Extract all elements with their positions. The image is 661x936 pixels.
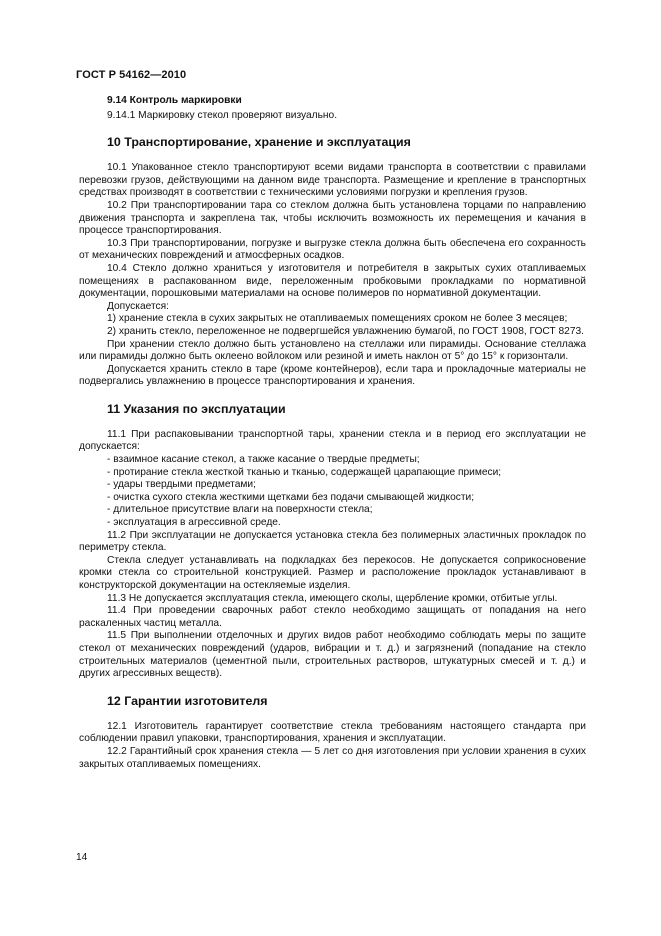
para-10-4: 10.4 Стекло должно храниться у изготовителя и потребителя в закрытых сухих отапливаемых помещениях в распакованном виде, переложенным пробковыми прокладками по нормативной документации, порошковыми материалами на основе полимеров по нормативной документации. [79, 262, 586, 300]
list-item: - длительное присутствие влаги на поверхности стекла; [107, 504, 373, 516]
list-item: - удары твердыми предметами; [107, 479, 256, 491]
heading-section-12: 12 Гарантии изготовителя [107, 693, 268, 708]
para-10-racks: При хранении стекло должно быть установлено на стеллажи или пирамиды. Основание стеллажа или пирамиды должно быть оклеено войлоком или резиной и иметь наклон от 5° до 15° к горизонтали. [79, 338, 586, 363]
para-11-5: 11.5 При выполнении отделочных и других видов работ необходимо соблюдать меры по защите стекол от механических повреждений (ударов, вибрации и т. д.) и загрязнений (попадание на стекло строительных материалов (цементной пыли, строительных растворов, штукатурных смесей и т. д.) и других агрессивных веществ). [79, 630, 586, 680]
list-item: - взаимное касание стекол, а также касание о твердые предметы; [107, 454, 420, 466]
para-10-item-1: 1) хранение стекла в сухих закрытых не отапливаемых помещениях сроком не более 3 месяцев; [107, 313, 568, 325]
para-11-3: 11.3 Не допускается эксплуатация стекла, имеющего сколы, щербление кромки, отбитые углы. [107, 592, 558, 604]
document-code: ГОСТ Р 54162—2010 [76, 69, 187, 81]
para-11-1: 11.1 При распаковывании транспортной тары, хранении стекла и в период его эксплуатации не допускается: [79, 428, 586, 453]
para-12-2: 12.2 Гарантийный срок хранения стекла — 5 лет со дня изготовления при условии хранения в сухих закрытых отапливаемых помещениях. [79, 745, 586, 770]
para-10-1: 10.1 Упакованное стекло транспортируют всеми видами транспорта в соответствии с правилами перевозки грузов, действующими на данном виде транспорта. Размещение и крепление в транспортных средствах производят в соответствии с техническими условиями погрузки и крепления грузов. [79, 162, 586, 199]
page-number: 14 [76, 852, 88, 863]
para-10-3: 10.3 При транспортировании, погрузке и выгрузке стекла должна быть обеспечена его сохранность от механических повреждений и атмосферных осадков. [79, 237, 586, 262]
para-10-packaging: Допускается хранить стекло в таре (кроме контейнеров), если тара и прокладочные материалы не подвергались увлажнению в процессе транспортирования и хранения. [79, 363, 586, 388]
para-9-14-1: 9.14.1 Маркировку стекол проверяют визуально. [107, 109, 338, 121]
para-11-4: 11.4 При проведении сварочных работ стекло необходимо защищать от попадания на него раскаленных частиц металла. [79, 605, 586, 629]
heading-9-14: 9.14 Контроль маркировки [107, 95, 242, 106]
para-10-item-2: 2) хранить стекло, переложенное не подвергшейся увлажнению бумагой, по ГОСТ 1908, ГОСТ 8273. [107, 325, 584, 337]
page-content [79, 95, 586, 771]
para-10-allowed: Допускается: [107, 300, 169, 312]
list-item: - эксплуатация в агрессивной среде. [107, 517, 281, 529]
para-12-1: 12.1 Изготовитель гарантирует соответствие стекла требованиям настоящего стандарта при соблюдении правил упаковки, транспортирования, хранения и эксплуатации. [79, 720, 586, 745]
para-10-2: 10.2 При транспортировании тара со стеклом должна быть установлена торцами по направлению движения транспорта и закреплена так, чтобы исключить возможность их перемещения и качания в процессе транспортирования. [79, 199, 586, 237]
para-11-mounting: Стекла следует устанавливать на подкладках без перекосов. Не допускается соприкосновение кромки стекла со строительной конструкцией. Размер и расположение прокладок устанавливают в конструкторской документации на остекляемые изделия. [79, 554, 586, 591]
heading-section-11: 11 Указания по эксплуатации [107, 401, 286, 416]
list-item: - протирание стекла жесткой тканью и тканью, содержащей царапающие примеси; [107, 466, 502, 478]
heading-section-10: 10 Транспортирование, хранение и эксплуатация [107, 135, 411, 150]
para-11-2: 11.2 При эксплуатации не допускается установка стекла без полимерных эластичных прокладок по периметру стекла. [79, 529, 586, 554]
list-item: - очистка сухого стекла жесткими щетками без подачи смывающей жидкости; [107, 491, 475, 503]
